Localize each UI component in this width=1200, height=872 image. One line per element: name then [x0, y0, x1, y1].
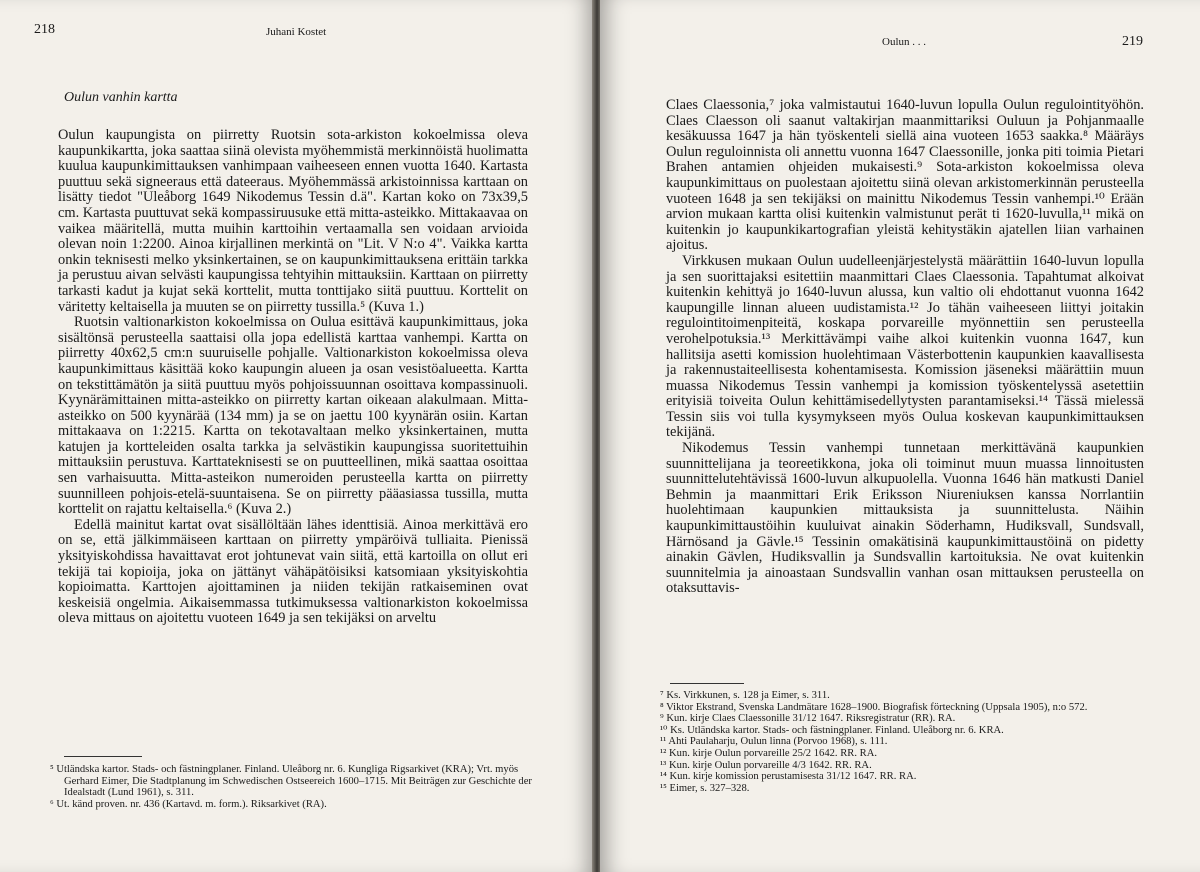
body-text: [58, 128, 528, 627]
paragraph: Virkkusen mukaan Oulun uudelleenjärjestelystä määrättiin 1640-luvun lopulla ja sen suorittajaksi esitettiin maanmittari Claes Claessonia. Tapahtumat alkoivat kuitenkin kehittyä jo 1640-luvun alussa, kun valtio oli ehdottanut vuonna 1642 kaupungille linnan alueen uudistamista.¹² Jo tähän vaiheeseen liittyi joitakin regulointitoimenpiteitä, koskapa porvareille myönnettiin sen perusteella verohelpotuksia.¹³ Merkittävämpi vaihe alkoi kuitenkin vuonna 1647, kun hallitsija asetti komission huolehtimaan Västerbottenin kaupunkien kaavallisesta ja rakennustaiteellisesta kohentamisesta. Komission jäseneksi määrättiin muun muassa Nikodemus Tessin vanhempi ja komission työskentelyssä asetettiin erityisiä toiveita Oulun kehittämisedellytysten parantamiseksi.¹⁴ Tässä mielessä Tessin siis voi tulla kysymykseen myös Oulua koskevan kaupunkimittauksen tekijänä.: [666, 252, 1144, 441]
footnote-rule: [64, 756, 142, 757]
footnote: ¹³ Kun. kirje Oulun porvareille 4/3 1642. RR. RA.: [660, 759, 872, 771]
paragraph: Edellä mainitut kartat ovat sisällöltään lähes identtisiä. Ainoa merkittävä ero on se, että jälkimmäiseen karttaan on piirretty ympäröivä tulliaita. Pienissä yksityiskohdissa havaittavat erot johtunevat vain siitä, että kartoilla on ollut eri tekijä tai kopioija, joka on jättänyt vähäpätöisiksi katsomiaan yksityiskohtia kopioimatta. Karttojen ajoittaminen ja niiden tekijän ratkaiseminen ovat keskeisiä ongelmia. Aikaisemmassa tutkimuksessa valtionarkiston kokoelmissa oleva mittaus on ajoitettu vuoteen 1649 ja sen tekijäksi on arveltu: [58, 516, 528, 627]
footnote: ⁵ Utländska kartor. Stads- och fästningplaner. Finland. Uleåborg nr. 6. Kungliga Rigsarkivet (KRA); Vrt. myös Gerhard Eimer, Die Stadtplanung im Schwedischen Ostseereich 1600–1715. Mit Beiträgen zur Geschichte der Idealstadt (Lund 1961), s. 311.: [50, 764, 532, 799]
footnote: ¹² Kun. kirje Oulun porvareille 25/2 1642. RR. RA.: [660, 747, 878, 759]
footnote: ⁸ Viktor Ekstrand, Svenska Landmätare 1628–1900. Biografisk förteckning (Uppsala 1905), n:o 572.: [660, 701, 1088, 713]
body-text: [666, 98, 1144, 597]
footnote: ¹¹ Ahti Paulaharju, Oulun linna (Porvoo 1968), s. 111.: [660, 736, 888, 748]
footnote: ⁶ Ut. känd proven. nr. 436 (Kartavd. m. form.). Riksarkivet (RA).: [50, 798, 327, 810]
paragraph: Claes Claessonia,⁷ joka valmistautui 1640-luvun lopulla Oulun regulointityöhön. Claes Claesson oli saanut valtakirjan maanmittariksi Ouluun ja Pohjanmaalle kesäkuussa 1647 ja hän työskenteli siellä aina vuoteen 1653 saakka.⁸ Määräys Oulun reguloinnista oli annettu vuonna 1647 Claessonille, jonka piti toimia Pietari Brahen antamien ohjeiden mukaisesti.⁹ Sota-arkiston kokoelmissa oleva kaupunkimittaus on puolestaan ajoitettu siinä olevan arkistomerkinnän perusteella vuoteen 1648 ja sen tekijäksi on mainittu Nikodemus Tessin vanhempi.¹⁰ Erään arvion mukaan kartta olisi kuitenkin valmistunut perät ti 1620-luvulla,¹¹ mikä on kuitenkin jo kaupunkikartografian yleistä kehitystäkin ajatellen liian varhainen ajoitus.: [666, 97, 1144, 254]
page-number: 219: [1122, 34, 1143, 49]
footnotes: [50, 764, 536, 810]
paragraph: Oulun kaupungista on piirretty Ruotsin sota-arkiston kokoelmissa oleva kaupunkikartta, joka saattaa siinä olevista myöhemmistä merkinnöistä huolimatta kuulua kaupunkimittauksen vanhimpaan vaiheeseen ennen vuotta 1640. Kartasta puuttuu sekä signeeraus että dateeraus. Myöhemmässä arkistoinnissa karttaan on lisätty tiedot "Uleåborg 1649 Nikodemus Tessin d.ä". Kartan koko on 73x39,5 cm. Kartasta puuttuvat sekä kompassiruusuke että mitta-asteikko. Mittakaavaa on vaikea määritellä, mutta muihin karttoihin vertaamalla sen voidaan arvioida olevan noin 1:2200. Ainoa kirjallinen merkintä on "Lit. V N:o 4". Vaikka kartta onkin teknisesti melko yksinkertainen, se on kaupunkimittauksena erittäin tarkka ja perustuu aivan selvästi kaupungissa tehtyihin mittauksiin. Karttaan on piirretty tarkasti kadut ja kujat sekä korttelit, mutta tonttijako siitä puuttuu. Korttelit on väritetty keltaisella ja muuten se on piirretty tussilla.⁵ (Kuva 1.): [58, 127, 528, 315]
right-page: [600, 0, 1200, 872]
footnote: ⁷ Ks. Virkkunen, s. 128 ja Eimer, s. 311.: [660, 690, 830, 701]
running-head: Oulun . . .: [882, 36, 926, 48]
left-page: [0, 0, 594, 872]
page-number: 218: [34, 22, 55, 37]
footnotes: [660, 690, 1146, 794]
running-head: Juhani Kostet: [266, 26, 327, 38]
paragraph: Ruotsin valtionarkiston kokoelmissa on Oulua esittävä kaupunkimittaus, joka sisältönsä perusteella saattaisi olla jopa edellistä karttaa vanhempi. Kartta on piirretty 40x62,5 cm:n suuruiselle pohjalle. Valtionarkiston kokoelmissa oleva kaupunkimittaus käsittää koko kaupungin alueen ja osan vesistöalueetta. Kartta on tekstittämätön ja siitä puuttuu myös pohjoissuunnan osoittava kompassinuoli. Kyynärämittainen mitta-asteikko on piirretty kartan oikeaan alakulmaan. Mitta-asteikko on 500 kyynärää (134 mm) ja se on jaettu 100 kyynärän osiin. Kartan mittakaava on 1:2215. Kartta on tekotavaltaan melko yksinkertainen, mutta katujen ja kortteleiden osalta tarkka ja selvästikin kaupungissa suoritettuihin mittauksiin perustuva. Karttateknisesti se on puutteellinen, mikä saattaa osoittaa sen varhaisuutta. Mitta-asteikon numeroiden perusteella kartta on piirretty suunnilleen pohjois-etelä-suuntaisena. Se on piirretty pääasiassa tussilla, mutta korttelit on rajattu keltaisella.⁶ (Kuva 2.): [58, 314, 528, 518]
footnote: ⁹ Kun. kirje Claes Claessonille 31/12 1647. Riksregistratur (RR). RA.: [660, 713, 956, 725]
footnote: ¹⁰ Ks. Utländska kartor. Stads- och fästningplaner. Finland. Uleåborg nr. 6. KRA.: [660, 724, 1004, 736]
section-title: Oulun vanhin kartta: [64, 90, 178, 105]
footnote: ¹⁴ Kun. kirje komission perustamisesta 31/12 1647. RR. RA.: [660, 771, 917, 783]
paragraph: Nikodemus Tessin vanhempi tunnetaan merkittävänä kaupunkien suunnittelijana ja teoreetikkona, joka oli toiminut muun muassa linnoitusten suunnittelutehtävissä 1600-luvun alkupuolella. Vuonna 1646 hän matkusti Daniel Behmin ja maanmittari Erik Eriksson Niureniuksen kanssa Norrlantiin huolehtimaan kaupunkien mittauksista ja suunnittelusta. Näihin kaupunkimittaustöihin kuuluivat ainakin Söderhamn, Hudiksvall, Sundsvall, Härnösand ja Gävle.¹⁵ Tessinin omakätisinä kaupunkimittaustöinä on pidetty ainakin Gävlen, Hudiksvallin ja Sundsvallin kartoituksia. Ne ovat kuitenkin suunnitelmia ja ainoastaan Sundsvallin vanhan osan mittauksen perusteella on otaksuttavis-: [666, 440, 1144, 597]
footnote: ¹⁵ Eimer, s. 327–328.: [660, 782, 750, 794]
footnote-rule: [670, 683, 744, 684]
